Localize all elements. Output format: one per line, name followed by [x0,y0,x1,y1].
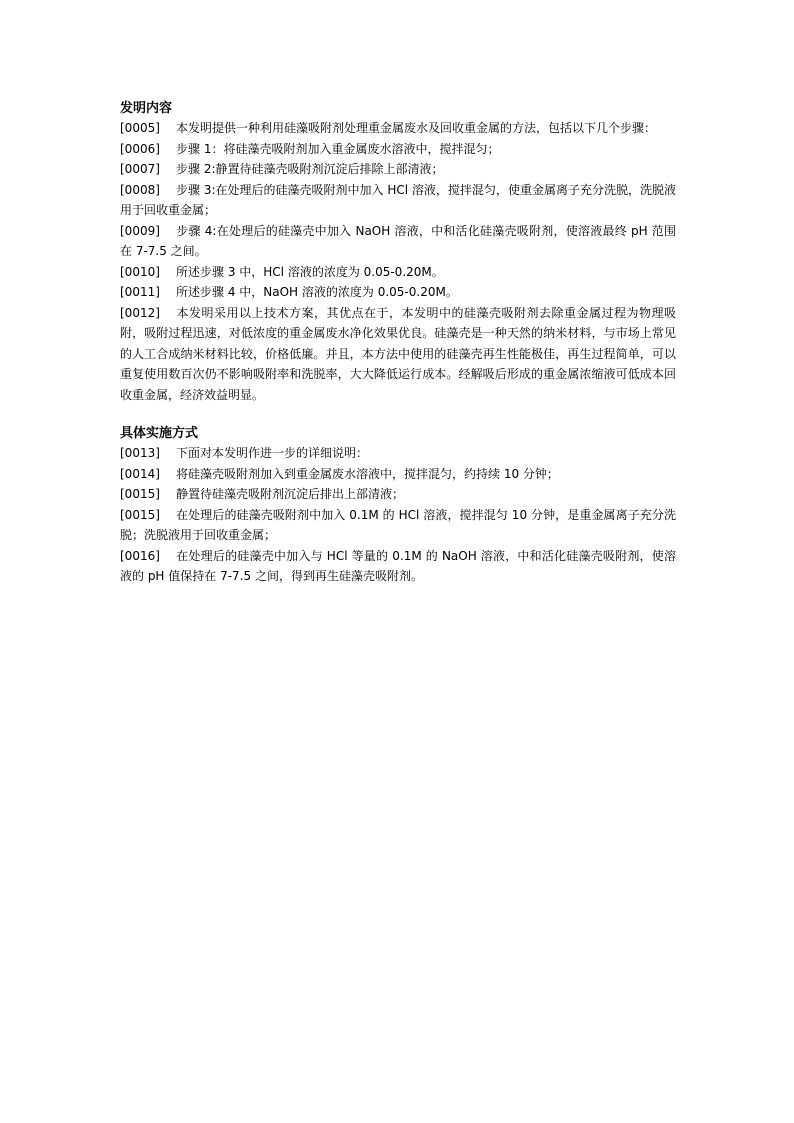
paragraph-text: 步骤 3:在处理后的硅藻壳吸附剂中加入 HCl 溶液，搅拌混匀，使重金属离子充分洗脱，洗脱液用于回收重金属； [120,182,676,217]
section-spacer [120,405,676,424]
paragraph-number: [0010] [120,264,160,279]
paragraph-0006 [120,139,676,160]
paragraph-number: [0015] [120,487,160,501]
paragraph-0016 [120,546,676,587]
paragraph-text: 在处理后的硅藻壳吸附剂中加入 0.1M 的 HCl 溶液，搅拌混匀 10 分钟，是重金属离子充分洗脱；洗脱液用于回收重金属； [120,507,676,542]
paragraph-0010 [120,262,676,283]
paragraph-text: 在处理后的硅藻壳中加入与 HCl 等量的 0.1M 的 NaOH 溶液，中和活化硅藻壳吸附剂，使溶液的 pH 值保持在 7-7.5 之间，得到再生硅藻壳吸附剂。 [120,548,676,583]
paragraph-text: 步骤 2:静置待硅藻壳吸附剂沉淀后排除上部清液； [176,162,444,176]
paragraph-text: 步骤 1：将硅藻壳吸附剂加入重金属废水溶液中，搅拌混匀； [176,141,500,156]
paragraph-number: [0014] [120,466,160,481]
paragraph-0012 [120,303,676,406]
paragraph-number: [0012] [120,305,160,320]
paragraph-0009 [120,221,676,262]
paragraph-0007 [120,159,676,180]
paragraph-0015a [120,484,676,505]
paragraph-text: 所述步骤 4 中，NaOH 溶液的浓度为 0.05-0.20M。 [176,285,458,299]
paragraph-0005 [120,118,676,139]
paragraph-text: 本发明采用以上技术方案，其优点在于，本发明中的硅藻壳吸附剂去除重金属过程为物理吸附，吸附过程迅速，对低浓度的重金属废水净化效果优良。硅藻壳是一种天然的纳米材料，与市场上常见的人工合成纳米材料比较，价格低廉。并且，本方法中使用的硅藻壳再生性能极佳，再生过程简单，可以重复使用数百次仍不影响吸附率和洗脱率，大大降低运行成本。经解吸后形成的重金属浓缩液可低成本回收重金属，经济效益明显。 [120,305,676,402]
paragraph-number: [0005] [120,121,160,135]
paragraph-text: 将硅藻壳吸附剂加入到重金属废水溶液中，搅拌混匀，约持续 10 分钟； [176,466,559,481]
paragraph-number: [0006] [120,141,160,156]
paragraph-0011 [120,282,676,303]
paragraph-number: [0007] [120,162,160,176]
paragraph-text: 步骤 4:在处理后的硅藻壳中加入 NaOH 溶液，中和活化硅藻壳吸附剂，使溶液最终 pH 范围在 7-7.5 之间。 [120,223,676,258]
paragraph-number: [0011] [120,285,160,299]
paragraph-number: [0013] [120,446,160,460]
section-title-embodiment: 具体实施方式 [120,426,199,441]
paragraph-number: [0009] [120,223,160,238]
paragraph-0015b [120,505,676,546]
document-body [120,99,676,587]
paragraph-number: [0016] [120,548,160,563]
paragraph-number: [0015] [120,507,160,522]
paragraph-text: 静置待硅藻壳吸附剂沉淀后排出上部清液； [176,487,405,501]
paragraph-text: 所述步骤 3 中，HCl 溶液的浓度为 0.05-0.20M。 [176,264,444,279]
paragraph-number: [0008] [120,182,160,197]
paragraph-0014 [120,464,676,485]
paragraph-text: 本发明提供一种利用硅藻吸附剂处理重金属废水及回收重金属的方法，包括以下几个步骤： [176,121,657,135]
section-title-invention-content: 发明内容 [120,101,173,116]
paragraph-0013 [120,443,676,464]
paragraph-text: 下面对本发明作进一步的详细说明： [176,446,369,460]
paragraph-0008 [120,180,676,221]
